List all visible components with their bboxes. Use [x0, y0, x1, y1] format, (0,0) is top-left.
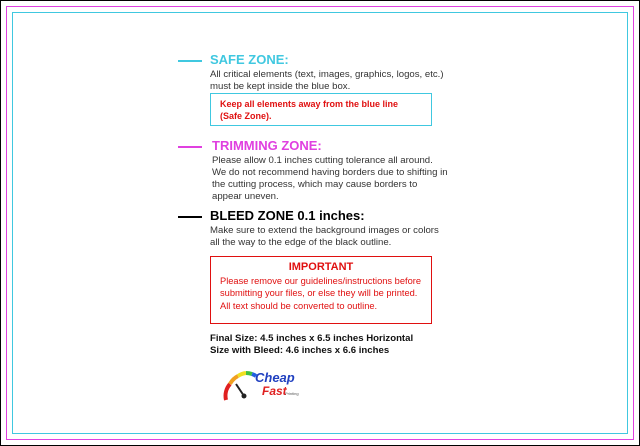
important-notice — [210, 256, 432, 324]
trimming-zone-marker — [178, 146, 202, 148]
important-line: submitting your files, or else they will be printed. — [220, 288, 418, 299]
notice-line: Keep all elements away from the blue line — [220, 99, 399, 109]
desc-line: Make sure to extend the background images or colors — [210, 225, 439, 236]
trimming-zone-description — [212, 155, 482, 203]
logo-word-printing: Printing — [285, 391, 299, 396]
important-text — [220, 275, 430, 312]
cheap-fast-printing-logo — [222, 366, 322, 404]
notice-line: (Safe Zone). — [220, 111, 272, 121]
trimming-zone-title: TRIMMING ZONE: — [212, 138, 322, 153]
safe-zone-description — [210, 69, 470, 93]
bleed-zone-marker — [178, 216, 202, 218]
desc-line: all the way to the edge of the black outline. — [210, 237, 392, 248]
important-title: IMPORTANT — [288, 261, 354, 273]
safe-zone-title: SAFE ZONE: — [210, 52, 289, 67]
desc-line: We do not recommend having borders due to shifting in — [212, 167, 448, 178]
desc-line: Please allow 0.1 inches cutting tolerance all around. — [212, 155, 433, 166]
desc-line: appear uneven. — [212, 191, 279, 202]
safe-zone-notice — [210, 93, 432, 126]
bleed-zone-description — [210, 225, 470, 249]
desc-line: the cutting process, which may cause borders to — [212, 179, 418, 190]
safe-zone-marker — [178, 60, 202, 62]
logo-word-cheap: Cheap — [255, 370, 295, 385]
important-line: All text should be converted to outline. — [220, 300, 378, 311]
logo-word-fast: Fast — [262, 384, 287, 398]
bleed-size: Size with Bleed: 4.6 inches x 6.6 inches — [210, 345, 390, 356]
important-line: Please remove our guidelines/instructions before — [220, 276, 422, 286]
bleed-zone-title: BLEED ZONE 0.1 inches: — [210, 208, 365, 223]
desc-line: must be kept inside the blue box. — [210, 81, 351, 92]
final-size: Final Size: 4.5 inches x 6.5 inches Horizontal — [210, 333, 414, 344]
desc-line: All critical elements (text, images, graphics, logos, etc.) — [210, 69, 444, 80]
